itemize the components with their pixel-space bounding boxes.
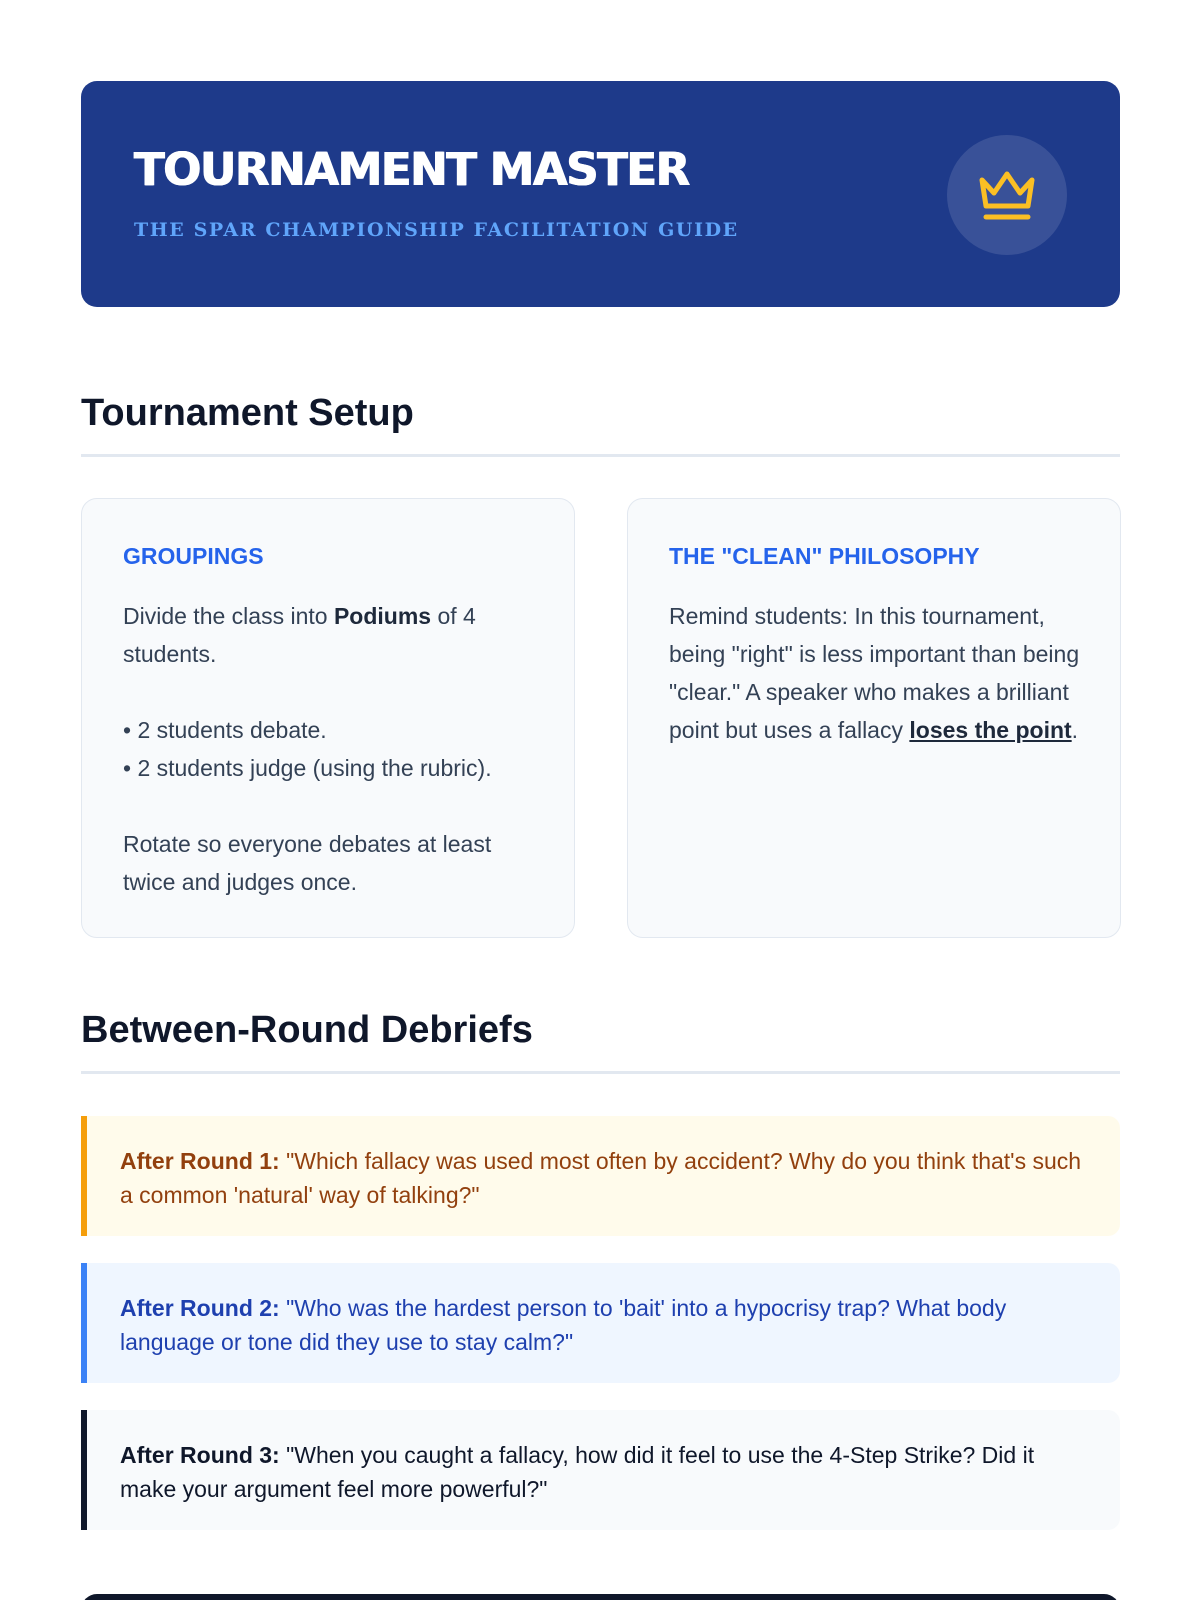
page-subtitle: THE SPAR CHAMPIONSHIP FACILITATION GUIDE xyxy=(134,219,739,241)
crown-icon xyxy=(976,166,1038,224)
debrief-callout-round-1 xyxy=(81,1116,1120,1236)
groupings-card xyxy=(81,498,575,938)
debrief-question: "Which fallacy was used most often by accident? Why do you think that's such a common 'natural' way of talking?" xyxy=(120,1148,1082,1208)
page-title: TOURNAMENT MASTER xyxy=(134,143,689,196)
list-item: • 2 students debate. xyxy=(123,716,327,743)
philosophy-heading: THE "CLEAN" PHILOSOPHY xyxy=(669,543,980,569)
philosophy-emphasis: loses the point xyxy=(909,716,1072,743)
debrief-question: "When you caught a fallacy, how did it feel to use the 4-Step Strike? Did it make your argument feel more powerful?" xyxy=(120,1442,1035,1502)
header-banner xyxy=(81,81,1120,307)
debrief-callout-round-2 xyxy=(81,1263,1120,1383)
groupings-intro: Divide the class into Podiums of 4 students. xyxy=(123,602,476,667)
podiums-term: Podiums xyxy=(333,602,432,629)
list-item: • 2 students judge (using the rubric). xyxy=(123,754,492,781)
next-section-block xyxy=(81,1594,1120,1600)
section-divider xyxy=(81,454,1120,457)
groupings-body xyxy=(123,597,534,901)
debrief-label: After Round 2: xyxy=(120,1295,280,1321)
groupings-heading: GROUPINGS xyxy=(123,543,264,569)
groupings-closing: Rotate so everyone debates at least twice and judges once. xyxy=(123,830,492,895)
section-title-debriefs: Between-Round Debriefs xyxy=(81,1009,533,1051)
philosophy-card xyxy=(627,498,1121,938)
section-divider xyxy=(81,1071,1120,1074)
debrief-question: "Who was the hardest person to 'bait' into a hypocrisy trap? What body language or tone did they use to stay calm?" xyxy=(120,1295,1007,1355)
debrief-callout-round-3 xyxy=(81,1410,1120,1530)
philosophy-text: Remind students: In this tournament, being "right" is less important than being "clear." A speaker who makes a brilliant point but uses a fallacy xyxy=(669,602,1080,743)
section-title-setup: Tournament Setup xyxy=(81,392,414,434)
crown-badge xyxy=(947,135,1067,255)
philosophy-body: Remind students: In this tournament, being "right" is less important than being "clear." A speaker who makes a brilliant point but uses a fallacy loses the point. xyxy=(669,602,1080,743)
debrief-label: After Round 1: xyxy=(120,1148,280,1174)
debrief-label: After Round 3: xyxy=(120,1442,280,1468)
